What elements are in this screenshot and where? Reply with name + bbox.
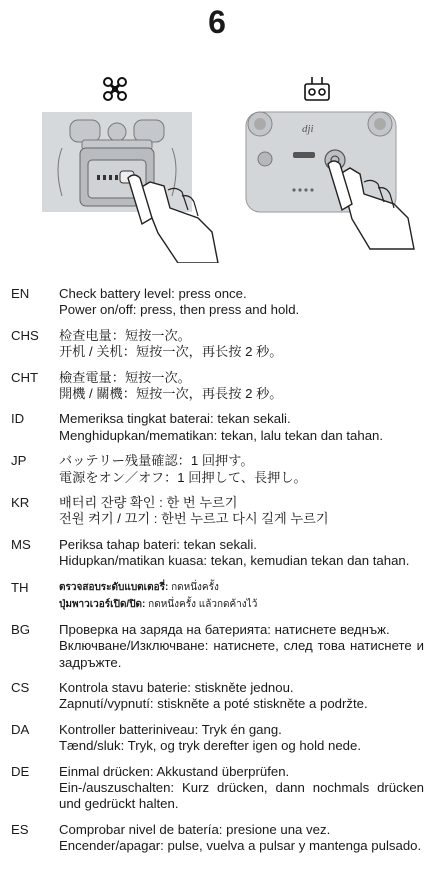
language-code: ID: [11, 411, 25, 427]
instruction-es: [0, 822, 434, 855]
label: Проверка на заряда на батерията:: [59, 621, 271, 637]
label: Power on/off:: [59, 302, 137, 318]
label: 배터리 잔량 확인 :: [59, 495, 163, 511]
text: 1 回押す。: [190, 453, 254, 469]
text: press once.: [174, 286, 247, 301]
text: Akkustand überprüfen.: [153, 763, 290, 779]
text: Tryk, og tryk derefter igen og hold nede.: [124, 738, 362, 754]
instruction-line: [59, 596, 424, 613]
instruction-list: [0, 286, 434, 855]
text: 短按一次。: [124, 327, 191, 343]
instruction-line: [59, 622, 424, 638]
language-code: EN: [11, 286, 30, 301]
instruction-line: [59, 453, 424, 469]
remote-controller-illustration: [240, 78, 434, 263]
text: tekan sekali.: [213, 411, 291, 427]
language-code: KR: [11, 495, 30, 511]
language-code: ES: [11, 821, 29, 837]
text: Tryk én gang.: [198, 721, 282, 737]
text: pulse, vuelva a pulsar y mantenga pulsado.: [163, 838, 422, 854]
language-code: CS: [11, 679, 30, 695]
text: 短按一次，再長按 2 秒。: [135, 386, 283, 402]
instruction-ms: [0, 537, 434, 570]
instruction-line: [59, 344, 424, 360]
instruction-th: [0, 579, 434, 613]
text: stiskněte jednou.: [190, 679, 294, 695]
text: tekan, kemudian tekan dan tahan.: [207, 553, 410, 569]
instruction-line: [59, 328, 424, 344]
instruction-line: [59, 722, 424, 738]
label: 檢查電量：: [59, 369, 125, 385]
label: Включване/Изключване:: [59, 638, 209, 654]
label: Einmal drücken:: [59, 763, 154, 779]
text: 한 번 누르기: [162, 495, 238, 511]
instruction-line: [59, 470, 424, 486]
text: presione una vez.: [222, 821, 331, 837]
text: натиснете, след това натиснете и задръжте.: [59, 638, 424, 670]
label: Ein-/auszuschalten:: [59, 779, 175, 795]
text: 1 回押して、長押し。: [177, 469, 307, 485]
label: Kontroller batteriniveau:: [59, 721, 199, 737]
text: press, then press and hold.: [136, 302, 300, 318]
label: Comprobar nivel de batería:: [59, 821, 223, 837]
label: 開機 / 關機：: [59, 386, 136, 402]
label: ปุ่มพาวเวอร์เปิด/ปิด:: [59, 598, 146, 610]
instruction-de: [0, 764, 434, 813]
label: ตรวจสอบระดับแบตเตอรี่:: [59, 581, 169, 593]
instruction-cht: [0, 370, 434, 403]
instruction-line: [59, 286, 424, 302]
text: tekan, lalu tekan dan tahan.: [217, 427, 384, 443]
instruction-line: [59, 838, 424, 854]
label: Tænd/sluk:: [59, 738, 125, 754]
instruction-id: [0, 411, 434, 444]
step-number: 6: [208, 4, 226, 40]
text: tekan sekali.: [179, 536, 257, 552]
label: Memeriksa tingkat baterai:: [59, 411, 214, 427]
aircraft-battery-illustration: [42, 78, 242, 263]
label: 开机 / 关机：: [59, 344, 136, 360]
language-code: CHT: [11, 369, 39, 385]
instruction-jp: [0, 453, 434, 486]
instruction-line: [59, 680, 424, 696]
instruction-chs: [0, 328, 434, 361]
text: stiskněte a poté stiskněte a podržte.: [153, 696, 368, 712]
instruction-line: [59, 370, 424, 386]
label: Periksa tahap bateri:: [59, 536, 180, 552]
instruction-bg: [0, 622, 434, 671]
instruction-line: [59, 553, 424, 569]
instruction-en: [0, 286, 434, 319]
dji-logo: dji: [302, 123, 314, 135]
instruction-line: [59, 302, 424, 318]
text: 한번 누르고 다시 길게 누르기: [157, 511, 329, 527]
label: 電源をオン／オフ：: [59, 469, 178, 485]
instruction-kr: [0, 495, 434, 528]
label: Zapnutí/vypnutí:: [59, 696, 154, 712]
language-code: DE: [11, 763, 30, 779]
instruction-line: [59, 495, 424, 511]
instruction-line: [59, 411, 424, 427]
label: 전원 켜기 / 끄기 :: [59, 511, 158, 527]
instruction-line: [59, 738, 424, 754]
text: натиснете веднъж.: [270, 621, 390, 637]
instruction-line: [59, 579, 424, 596]
language-code: DA: [11, 721, 30, 737]
instruction-line: [59, 537, 424, 553]
label: Encender/apagar:: [59, 838, 164, 854]
text: กดหนึ่งครั้ง: [168, 581, 219, 593]
language-code: CHS: [11, 327, 39, 343]
instruction-da: [0, 722, 434, 755]
instruction-line: [59, 696, 424, 712]
label: 检查电量：: [59, 327, 125, 343]
instruction-line: [59, 780, 424, 813]
instruction-line: [59, 638, 424, 671]
instruction-line: [59, 428, 424, 444]
label: Kontrola stavu baterie:: [59, 679, 191, 695]
instruction-line: [59, 511, 424, 527]
instruction-line: [59, 386, 424, 402]
text: 短按一次。: [124, 369, 191, 385]
label: バッテリー残量確認：: [59, 453, 191, 469]
instruction-cs: [0, 680, 434, 713]
language-code: BG: [11, 621, 31, 637]
language-code: MS: [11, 536, 31, 552]
label: Menghidupkan/mematikan:: [59, 427, 218, 443]
text: Kurz drücken, dann nochmals drücken und gedrückt halten.: [59, 779, 424, 812]
language-code: JP: [11, 453, 27, 469]
text: กดหนึ่งครั้ง แล้วกดค้างไว้: [145, 598, 258, 610]
language-code: TH: [11, 579, 29, 595]
instruction-line: [59, 822, 424, 838]
label: Check battery level:: [59, 286, 175, 301]
text: 短按一次，再长按 2 秒。: [135, 344, 283, 360]
instruction-line: [59, 764, 424, 780]
label: Hidupkan/matikan kuasa:: [59, 553, 208, 569]
